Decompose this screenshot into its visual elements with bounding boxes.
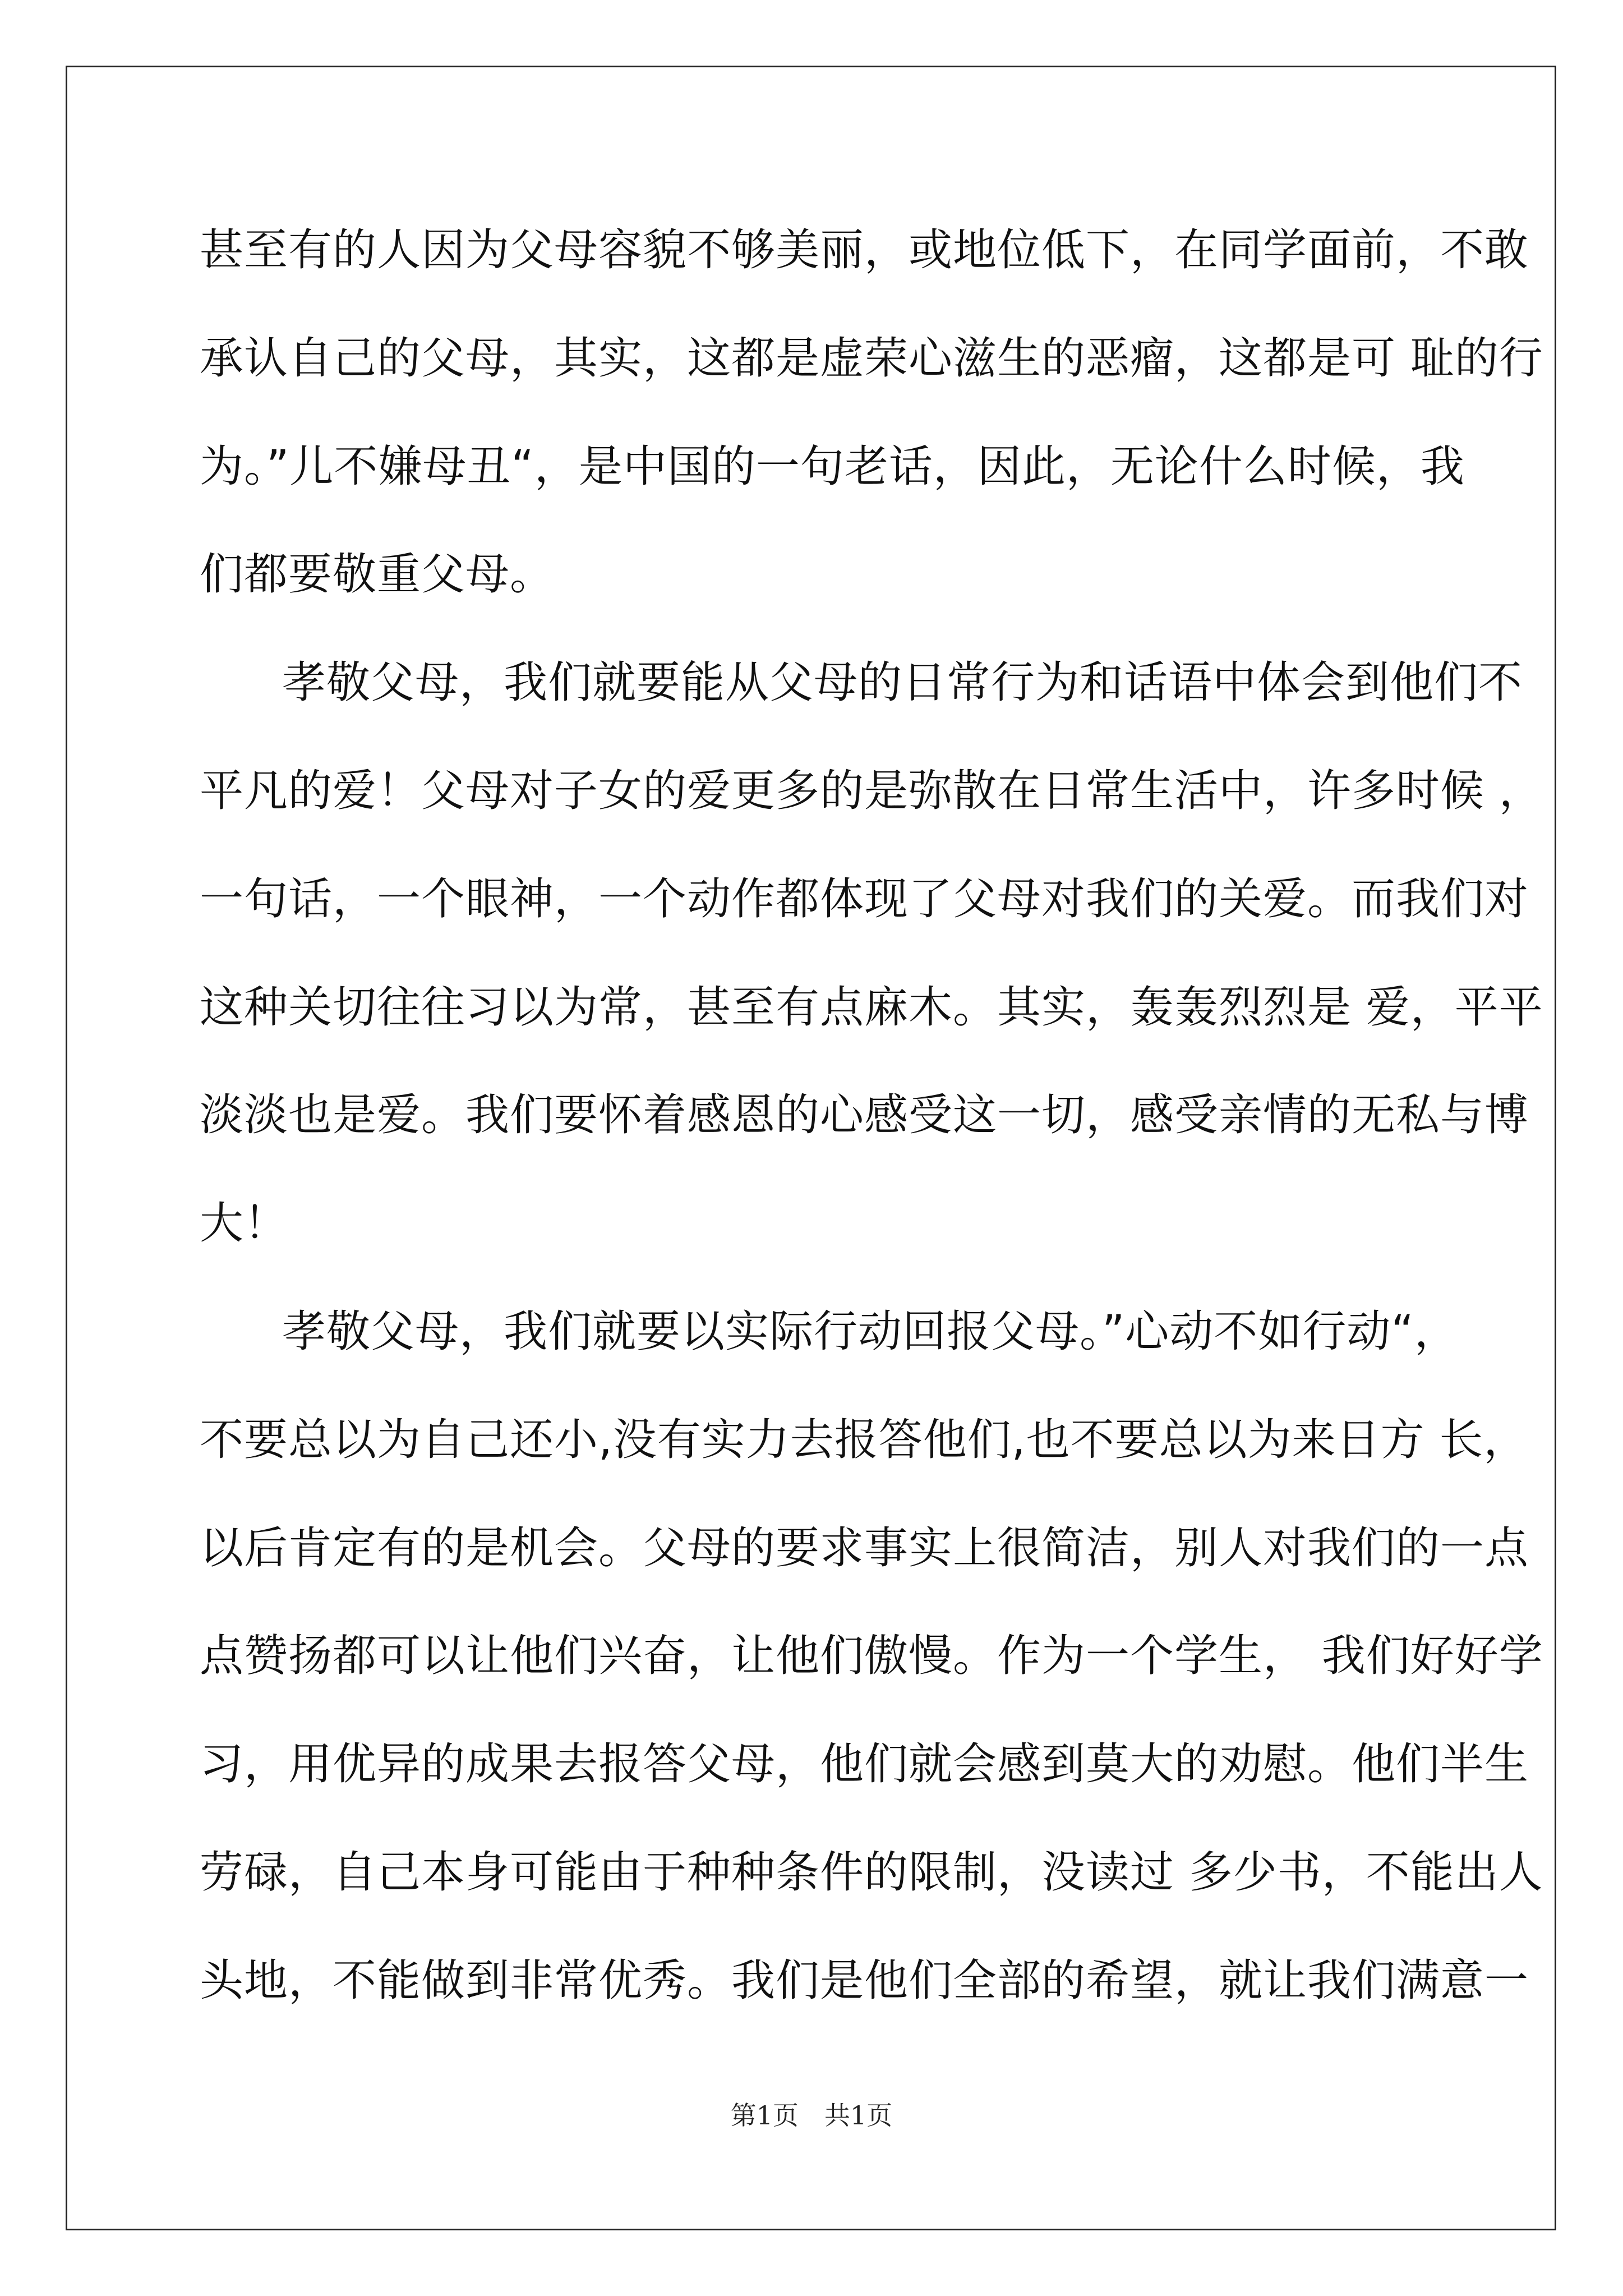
text-line: 习，用优异的成果去报答父母，他们就会感到莫大的劝慰。他们半生 xyxy=(200,1739,1529,1789)
text-line: 不要总以为自己还小,没有实力去报答他们,也不要总以为来日方 长， xyxy=(200,1415,1528,1465)
page-footer: 第1页 共1页 xyxy=(730,2100,893,2131)
text-line: 为。”儿不嫌母丑“，是中国的一句老话，因此，无论什么时候，我 xyxy=(200,441,1465,492)
text-line: 头地，不能做到非常优秀。我们是他们全部的希望，就让我们满意一 xyxy=(200,1955,1529,2006)
text-line: 淡淡也是爱。我们要怀着感恩的心感受这一切，感受亲情的无私与博 xyxy=(200,1090,1529,1140)
text-line: 这种关切往往习以为常，甚至有点麻木。其实，轰轰烈烈是 爱，平平 xyxy=(200,982,1543,1033)
paragraph-first-line: 孝敬父母，我们就要能从父母的日常行为和话语中体会到他们不 xyxy=(282,657,1523,708)
text-line: 劳碌，自己本身可能由于种种条件的限制，没读过 多少书，不能出人 xyxy=(200,1847,1543,1898)
text-line: 一句话，一个眼神，一个动作都体现了父母对我们的关爱。而我们对 xyxy=(200,874,1529,924)
text-line: 们都要敬重父母。 xyxy=(200,549,555,600)
text-line: 点赞扬都可以让他们兴奋，让他们傲慢。作为一个学生， 我们好好学 xyxy=(200,1631,1543,1681)
text-line: 承认自己的父母，其实，这都是虚荣心滋生的恶瘤，这都是可 耻的行 xyxy=(200,333,1543,384)
text-line: 以后肯定有的是机会。父母的要求事实上很简洁，别人对我们的一点 xyxy=(200,1523,1529,1573)
paragraph-first-line: 孝敬父母，我们就要以实际行动回报父母。”心动不如行动“， xyxy=(282,1306,1459,1357)
text-line: 甚至有的人因为父母容貌不够美丽，或地位低下，在同学面前，不敢 xyxy=(200,225,1529,275)
text-line: 平凡的爱！父母对子女的爱更多的是弥散在日常生活中，许多时候 ， xyxy=(200,766,1543,816)
page-border xyxy=(66,66,1556,2230)
text-line: 大！ xyxy=(200,1198,289,1249)
